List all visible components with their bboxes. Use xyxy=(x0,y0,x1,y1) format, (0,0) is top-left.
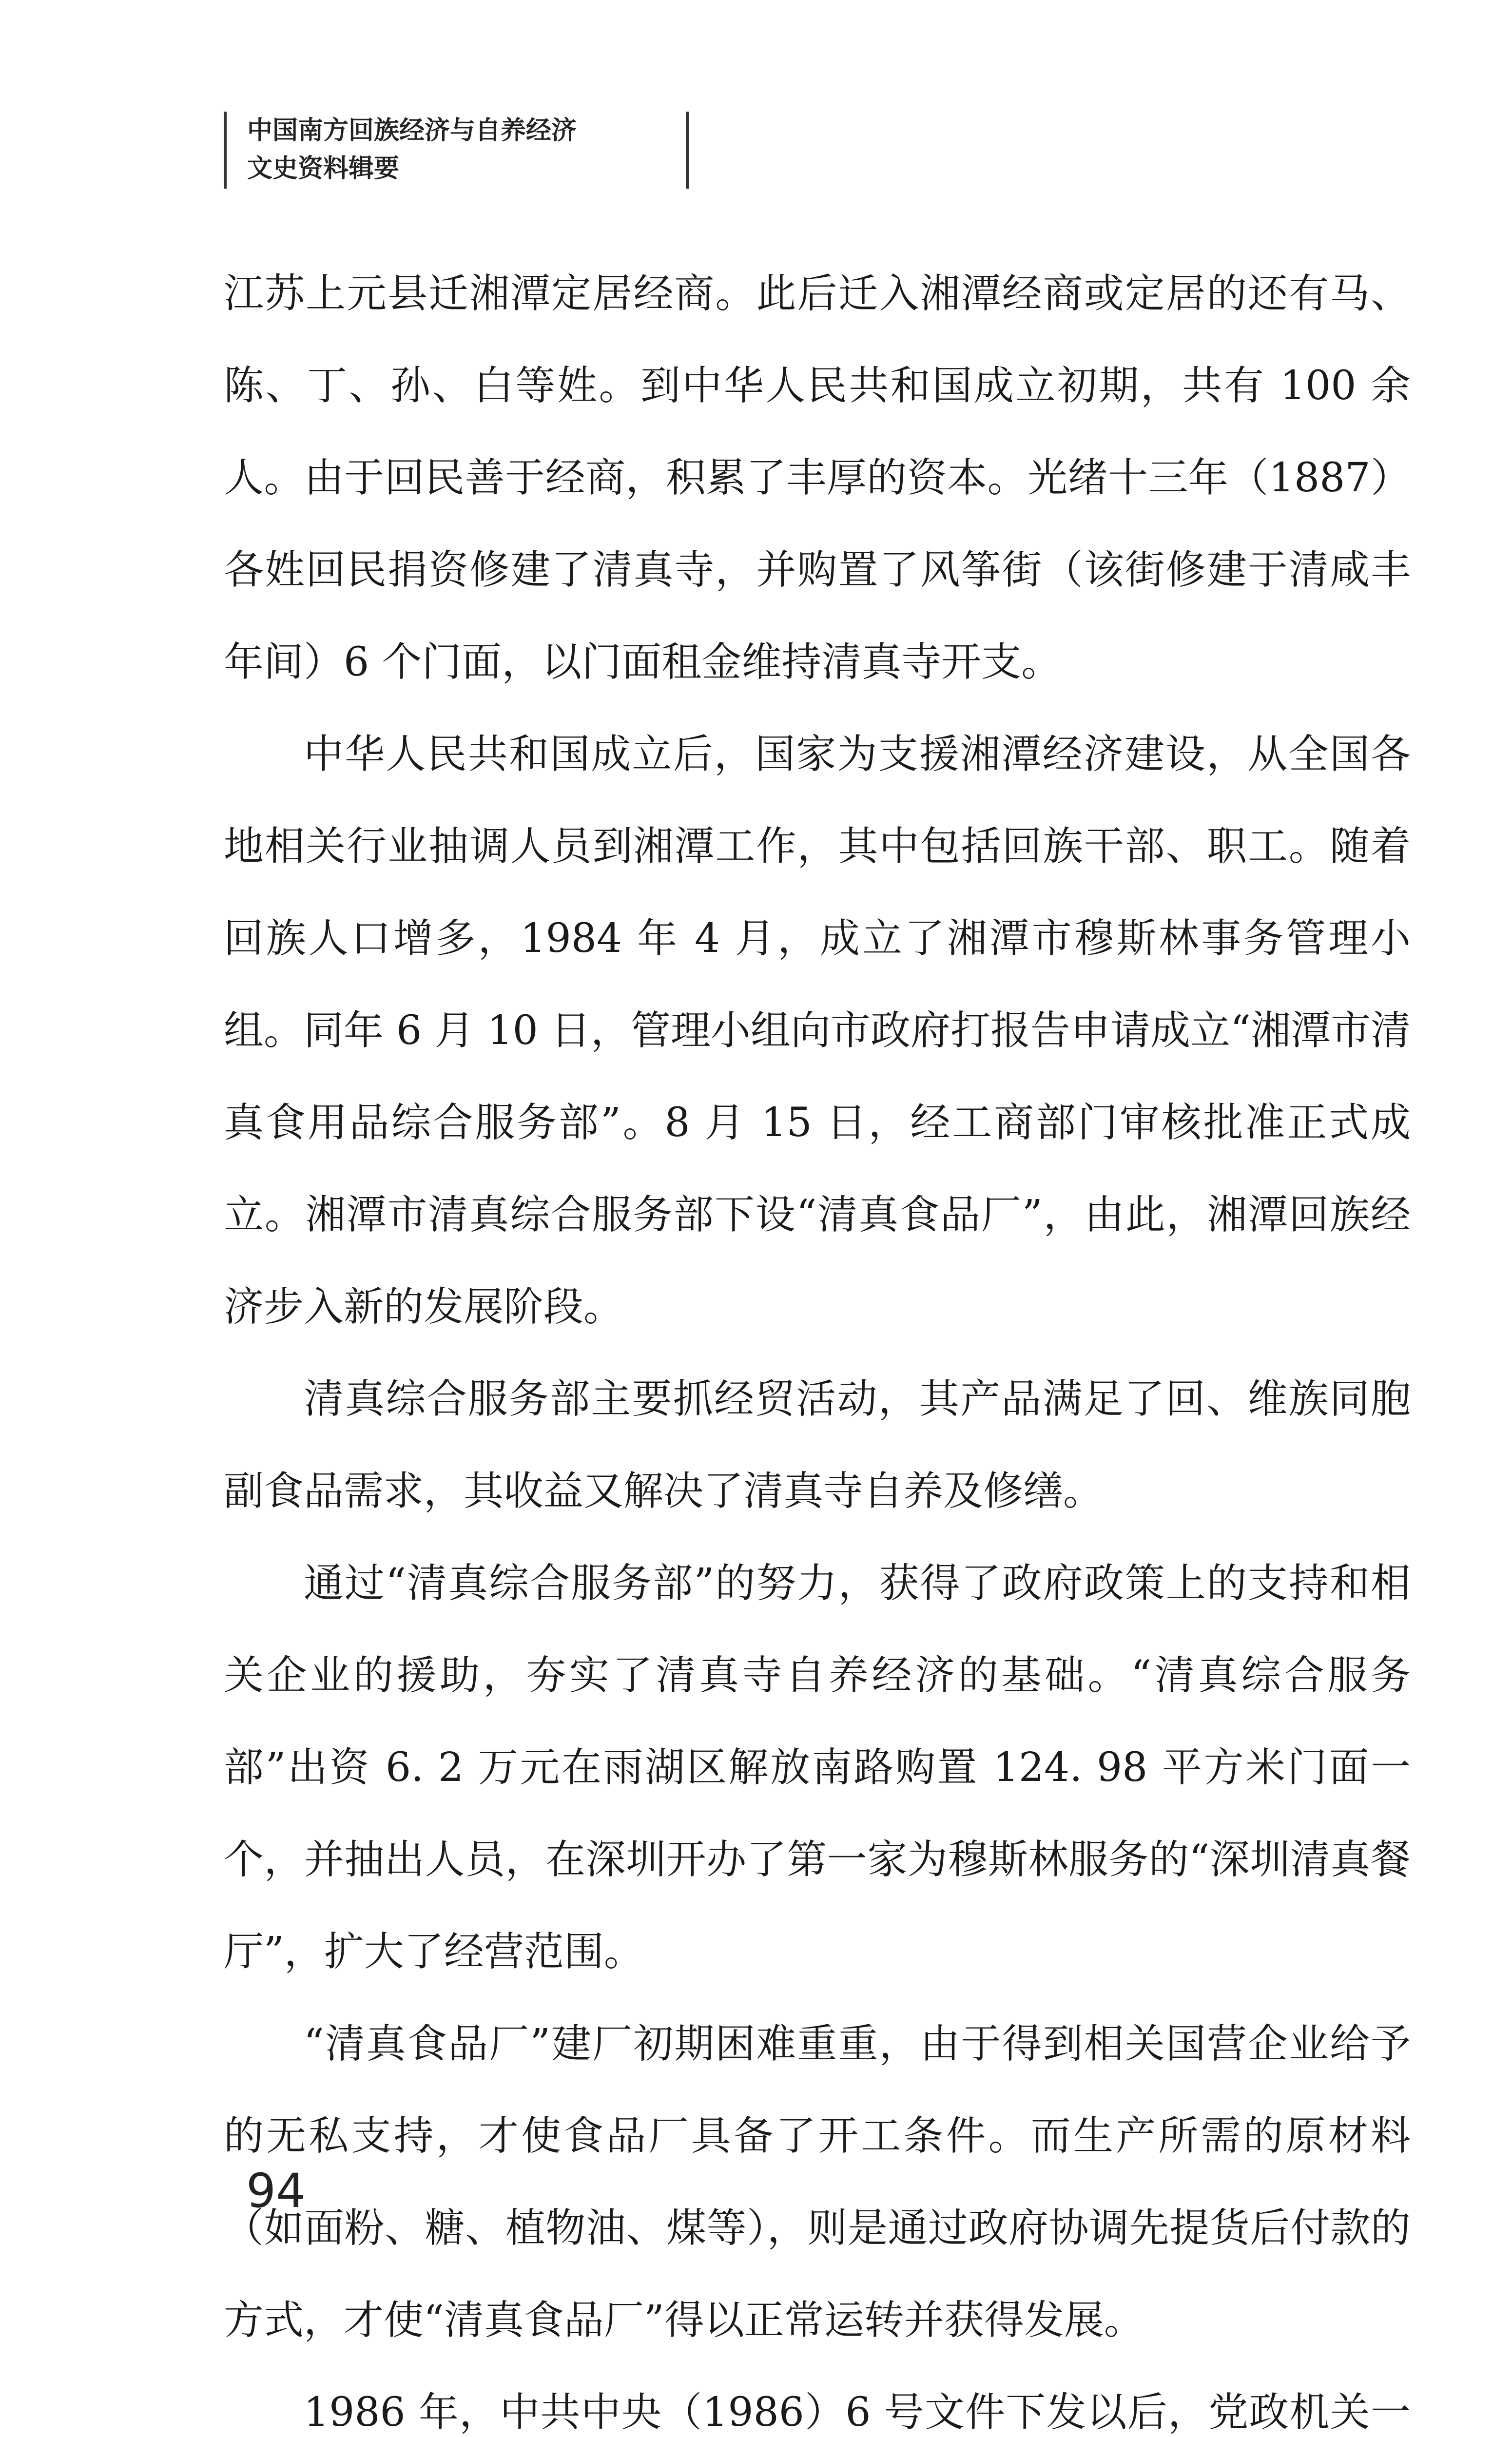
paragraph: 1986 年，中共中央（1986）6 号文件下发以后，党政机关一 xyxy=(304,2389,1411,2436)
paragraph: 中华人民共和国成立后，国家为支援湘潭经济建设，从全国各地相关行业抽调人员到湘潭工作，其中包括回族干部、职工。随着回族人口增多，1984 年 4 月，成立了湘潭市穆斯林事务管理小组。同年 6 月 10 日，管理小组向市政府打报告申请成立“湘潭市清真食用品综合服务部”。8 月 15 日，经工商部门审核批准正式成立。湘潭市清真综合服务部下设“清真食品厂”，由此，湘潭回族经济步入新的发展阶段。 xyxy=(224,731,1411,1330)
running-header xyxy=(224,112,577,189)
paragraph: “清真食品厂”建厂初期困难重重，由于得到相关国营企业给予的无私支持，才使食品厂具备了开工条件。而生产所需的原材料（如面粉、糖、植物油、煤等），则是通过政府协调先提货后付款的方式，才使“清真食品厂”得以正常运转并获得发展。 xyxy=(224,2021,1411,2343)
paragraph: 江苏上元县迁湘潭定居经商。此后迁入湘潭经商或定居的还有马、陈、丁、孙、白等姓。到中华人民共和国成立初期，共有 100 余人。由于回民善于经商，积累了丰厚的资本。光绪十三年（1887）各姓回民捐资修建了清真寺，并购置了风筝街（该街修建于清咸丰年间）6 个门面，以门面租金维持清真寺开支。 xyxy=(224,271,1411,685)
paragraph: 通过“清真综合服务部”的努力，获得了政府政策上的支持和相关企业的援助，夯实了清真寺自养经济的基础。“清真综合服务部”出资 6. 2 万元在雨湖区解放南路购置 124. 98 平方米门面一个，并抽出人员，在深圳开办了第一家为穆斯林服务的“深圳清真餐厅”，扩大了经营范围。 xyxy=(224,1560,1411,1975)
body-text xyxy=(224,248,1411,2437)
paragraph: 清真综合服务部主要抓经贸活动，其产品满足了回、维族同胞副食品需求，其收益又解决了清真寺自养及修缮。 xyxy=(224,1376,1411,1514)
book-title-line-1: 中国南方回族经济与自养经济 xyxy=(247,116,577,145)
book-title-line-2: 文史资料辑要 xyxy=(247,154,400,183)
page-number: 94 xyxy=(246,2164,306,2218)
header-right-rule xyxy=(686,112,689,189)
